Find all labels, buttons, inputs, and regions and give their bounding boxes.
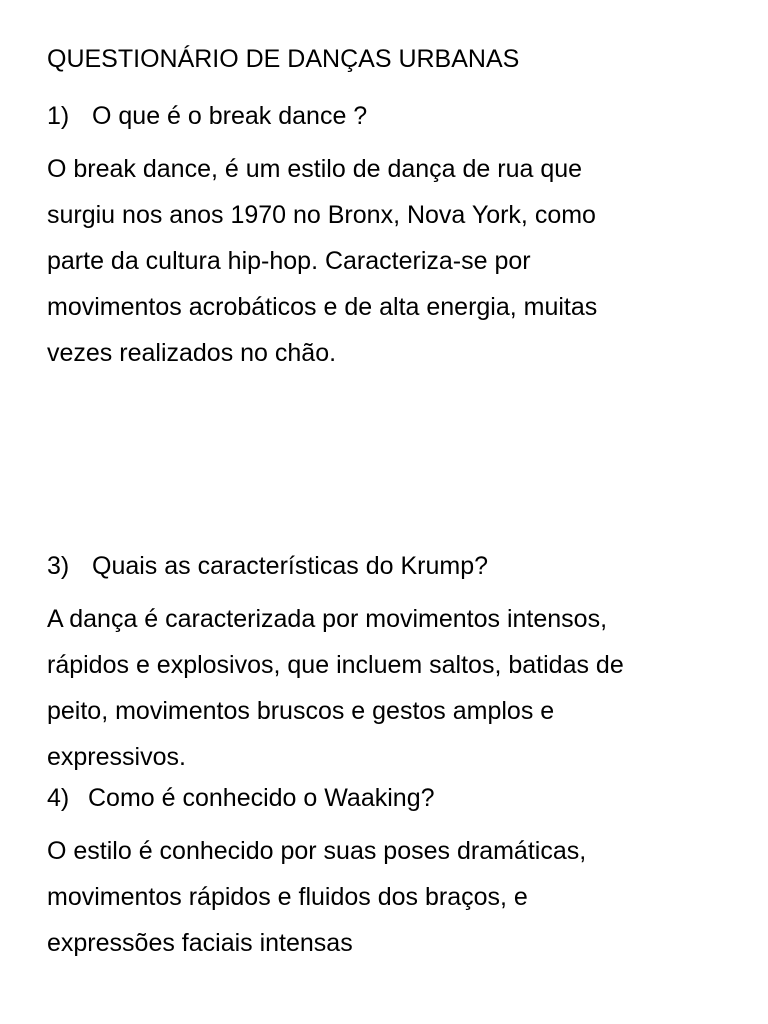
question-block-3 xyxy=(47,550,747,780)
document-title: QUESTIONÁRIO DE DANÇAS URBANAS xyxy=(47,45,520,73)
answer-line: O break dance, é um estilo de dança de rua que xyxy=(47,155,583,183)
answer-line: rápidos e explosivos, que incluem saltos, batidas de xyxy=(47,651,624,679)
question-text: O que é o break dance ? xyxy=(92,102,368,130)
answer-line: O estilo é conhecido por suas poses dramáticas, xyxy=(47,837,587,865)
answer-line: expressões faciais intensas xyxy=(47,929,353,957)
answer-line: expressivos. xyxy=(47,743,186,771)
answer-line: parte da cultura hip-hop. Caracteriza-se por xyxy=(47,247,531,275)
answer-1 xyxy=(47,146,737,376)
question-number: 1) xyxy=(47,102,70,130)
answer-3 xyxy=(47,596,737,780)
question-text: Quais as características do Krump? xyxy=(92,552,488,580)
answer-line: A dança é caracterizada por movimentos intensos, xyxy=(47,605,608,633)
answer-4 xyxy=(47,828,737,966)
question-1 xyxy=(47,100,747,146)
question-text: Como é conhecido o Waaking? xyxy=(88,784,435,812)
question-number: 4) xyxy=(47,784,70,812)
answer-line: surgiu nos anos 1970 no Bronx, Nova York, como xyxy=(47,201,596,229)
question-4 xyxy=(47,782,747,828)
answer-line: movimentos rápidos e fluidos dos braços, e xyxy=(47,883,528,911)
answer-line: movimentos acrobáticos e de alta energia, muitas xyxy=(47,293,598,321)
answer-line: vezes realizados no chão. xyxy=(47,339,337,367)
question-3 xyxy=(47,550,747,596)
question-number: 3) xyxy=(47,552,70,580)
question-block-1 xyxy=(47,100,747,376)
question-block-4 xyxy=(47,782,747,966)
answer-line: peito, movimentos bruscos e gestos amplos e xyxy=(47,697,555,725)
